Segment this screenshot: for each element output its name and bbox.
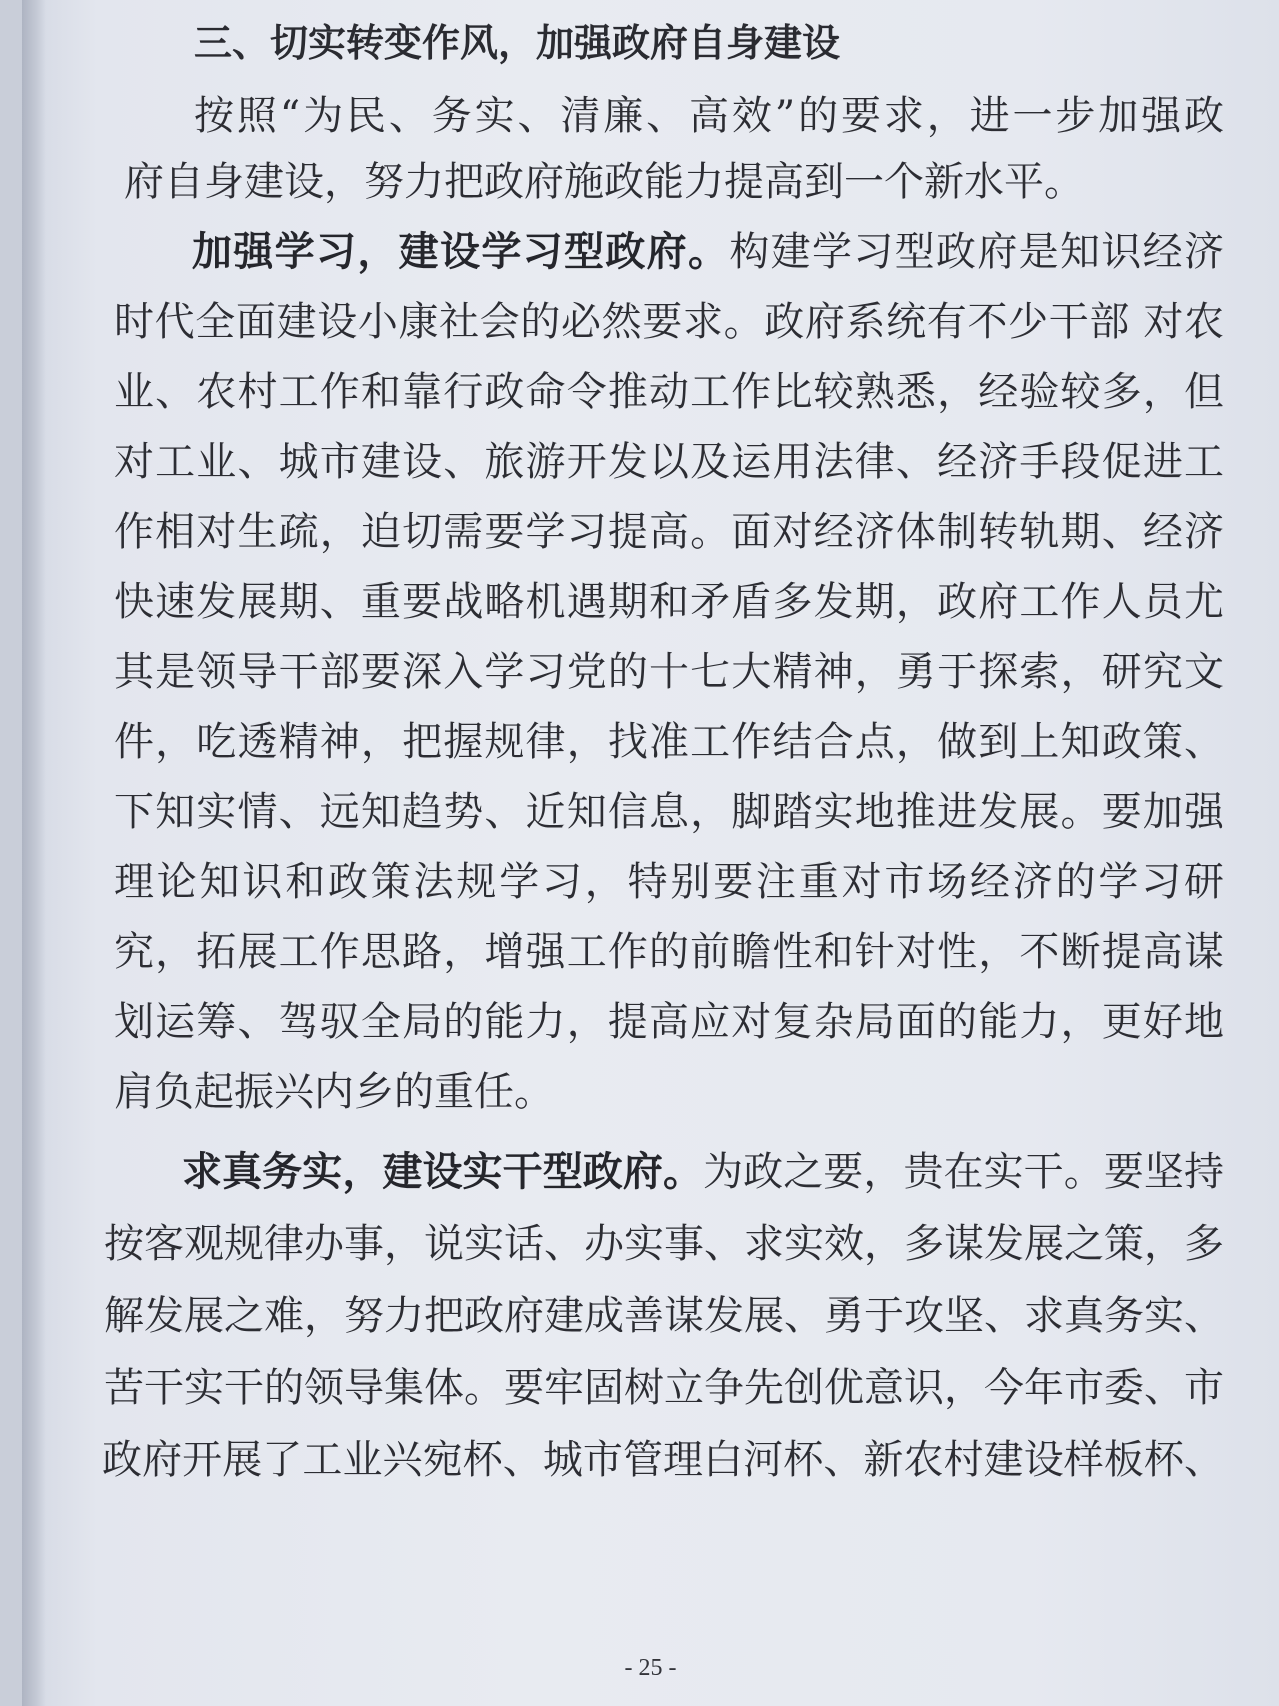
- para2-line-9: 下知实情、远知趋势、近知信息，脚踏实地推进发展。要加强: [114, 789, 1224, 835]
- para2-line-2: 时代全面建设小康社会的必然要求。政府系统有不少干部 对农: [114, 299, 1224, 345]
- para2-line-1: [192, 222, 1224, 282]
- para3-line-2: 按客观规律办事，说实话、办实事、求实效，多谋发展之策，多: [104, 1221, 1224, 1267]
- para2-line-8: 件，吃透精神，把握规律，找准工作结合点，做到上知政策、: [114, 719, 1224, 765]
- para3-line-5: 政府开展了工业兴宛杯、城市管理白河杯、新农村建设样板杯、: [102, 1437, 1224, 1483]
- para2-lead-bold: 加强学习，建设学习型政府。: [192, 229, 730, 275]
- para3-line-1: [182, 1142, 1224, 1202]
- para2-line-10: 理论知识和政策法规学习，特别要注重对市场经济的学习研: [114, 859, 1224, 905]
- para3-line-3: 解发展之难，努力把政府建成善谋发展、勇于攻坚、求真务实、: [104, 1293, 1224, 1339]
- para2-line-12: 划运筹、驾驭全局的能力，提高应对复杂局面的能力，更好地: [114, 999, 1224, 1045]
- para2-line-3: 业、农村工作和靠行政命令推动工作比较熟悉，经验较多，但: [114, 369, 1224, 415]
- para2-line-6: 快速发展期、重要战略机遇期和矛盾多发期，政府工作人员尤: [114, 579, 1224, 625]
- para3-lead-bold: 求真务实，建设实干型政府。: [182, 1149, 704, 1195]
- page-binding-shadow: [22, 0, 46, 1706]
- para2-lead-rest: 构建学习型政府是知识经济: [729, 229, 1225, 275]
- para3-lead-rest: 为政之要，贵在实干。要坚持: [703, 1149, 1225, 1195]
- section-heading: 三、切实转变作风，加强政府自身建设: [194, 21, 841, 65]
- document-page: [22, 0, 1279, 1706]
- para2-line-5: 作相对生疏，迫切需要学习提高。面对经济体制转轨期、经济: [114, 509, 1224, 555]
- para3-line-4: 苦干实干的领导集体。要牢固树立争先创优意识，今年市委、市: [104, 1365, 1224, 1411]
- page-number: - 25 -: [624, 1655, 677, 1681]
- para2-line-7: 其是领导干部要深入学习党的十七大精神，勇于探索，研究文: [114, 649, 1224, 695]
- para1-line-2: 府自身建设，努力把政府施政能力提高到一个新水平。: [124, 159, 1084, 205]
- para2-line-13: 肩负起振兴内乡的重任。: [114, 1069, 554, 1115]
- para1-line-1: 按照“为民、务实、清廉、高效”的要求，进一步加强政: [194, 93, 1224, 139]
- para2-line-4: 对工业、城市建设、旅游开发以及运用法律、经济手段促进工: [114, 439, 1224, 485]
- para2-line-11: 究，拓展工作思路，增强工作的前瞻性和针对性，不断提高谋: [114, 929, 1224, 975]
